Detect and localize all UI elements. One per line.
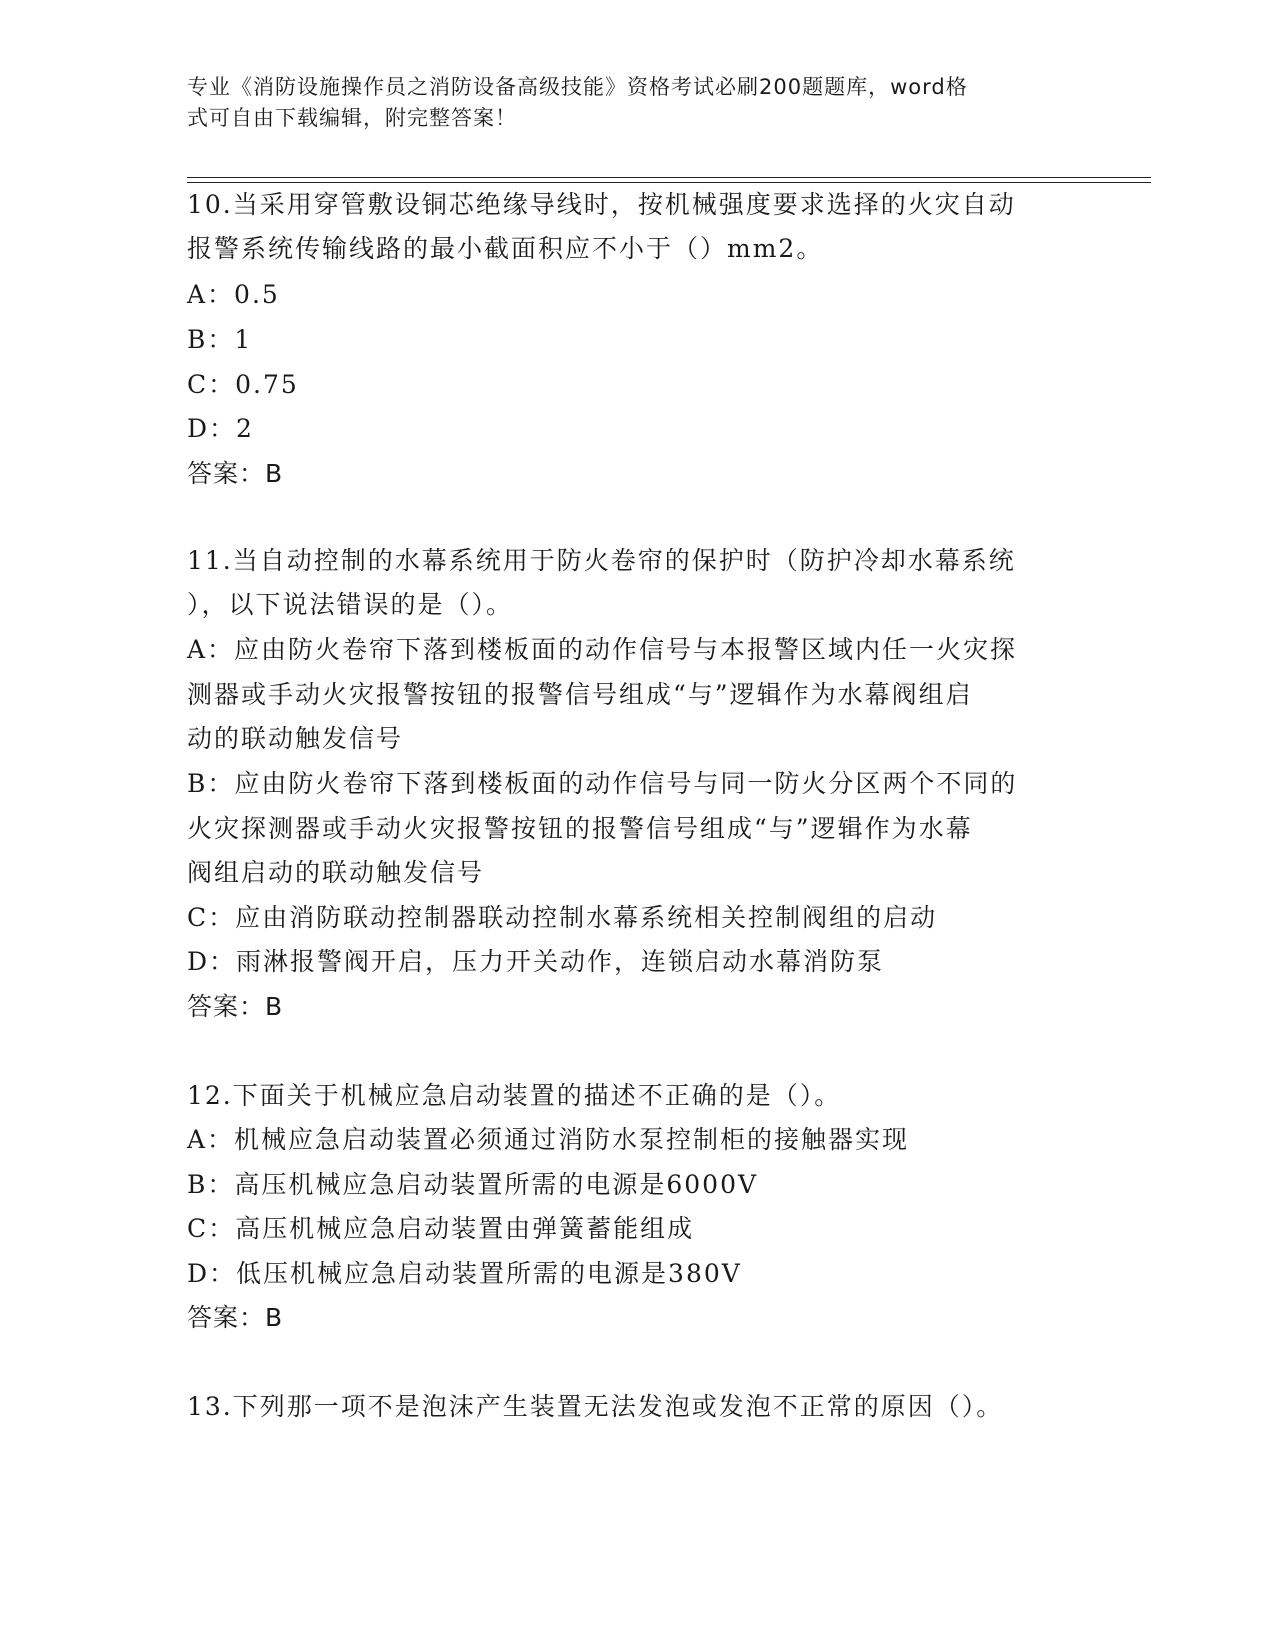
header-divider-bottom	[187, 182, 1151, 183]
header-line-2: 式可自由下载编辑，附完整答案！	[187, 106, 517, 130]
q12-option-c: C：高压机械应急启动装置由弹簧蓄能组成	[187, 1214, 695, 1243]
q11-stem-line-2: ），以下说法错误的是（）。	[187, 590, 514, 619]
q11-option-a-line-1: A：应由防火卷帘下落到楼板面的动作信号与本报警区域内任一火灾探	[187, 635, 1018, 664]
q12-option-a: A：机械应急启动装置必须通过消防水泵控制柜的接触器实现	[187, 1125, 910, 1154]
q10-option-d: D：2	[187, 414, 254, 443]
q11-option-a-line-2: 测器或手动火灾报警按钮的报警信号组成“与”逻辑作为水幕阀组启	[187, 680, 973, 709]
q11-option-c: C：应由消防联动控制器联动控制水幕系统相关控制阀组的启动	[187, 903, 938, 932]
header-line-1: 专业《消防设施操作员之消防设备高级技能》资格考试必刷200题题库，word格	[187, 75, 968, 99]
q11-stem-line-1: 11.当自动控制的水幕系统用于防火卷帘的保护时（防护冷却水幕系统	[187, 546, 1016, 575]
q10-option-b: B：1	[187, 325, 253, 354]
q10-answer: 答案：B	[187, 459, 284, 488]
q11-option-b-line-2: 火灾探测器或手动火灾报警按钮的报警信号组成“与”逻辑作为水幕	[187, 814, 973, 843]
q12-answer: 答案：B	[187, 1303, 284, 1332]
q10-stem-line-1: 10.当采用穿管敷设铜芯绝缘导线时，按机械强度要求选择的火灾自动	[187, 190, 1016, 219]
q11-option-a-line-3: 动的联动触发信号	[187, 724, 404, 753]
q11-option-b-line-1: B：应由防火卷帘下落到楼板面的动作信号与同一防火分区两个不同的	[187, 769, 1018, 798]
document-header	[187, 72, 1067, 134]
header-divider-top	[187, 177, 1151, 178]
q11-answer: 答案：B	[187, 992, 284, 1021]
q12-stem: 12.下面关于机械应急启动装置的描述不正确的是（）。	[187, 1081, 842, 1110]
q10-option-a: A：0.5	[187, 280, 280, 309]
q12-option-d: D：低压机械应急启动装置所需的电源是380V	[187, 1259, 742, 1288]
q13-stem: 13.下列那一项不是泡沫产生装置无法发泡或发泡不正常的原因（）。	[187, 1392, 1004, 1421]
q11-option-d: D：雨淋报警阀开启，压力开关动作，连锁启动水幕消防泵	[187, 947, 885, 976]
q10-option-c: C：0.75	[187, 370, 299, 399]
q12-option-b: B：高压机械应急启动装置所需的电源是6000V	[187, 1170, 759, 1199]
q10-stem-line-2: 报警系统传输线路的最小截面积应不小于（）mm2。	[187, 234, 824, 263]
q11-option-b-line-3: 阀组启动的联动触发信号	[187, 858, 485, 887]
